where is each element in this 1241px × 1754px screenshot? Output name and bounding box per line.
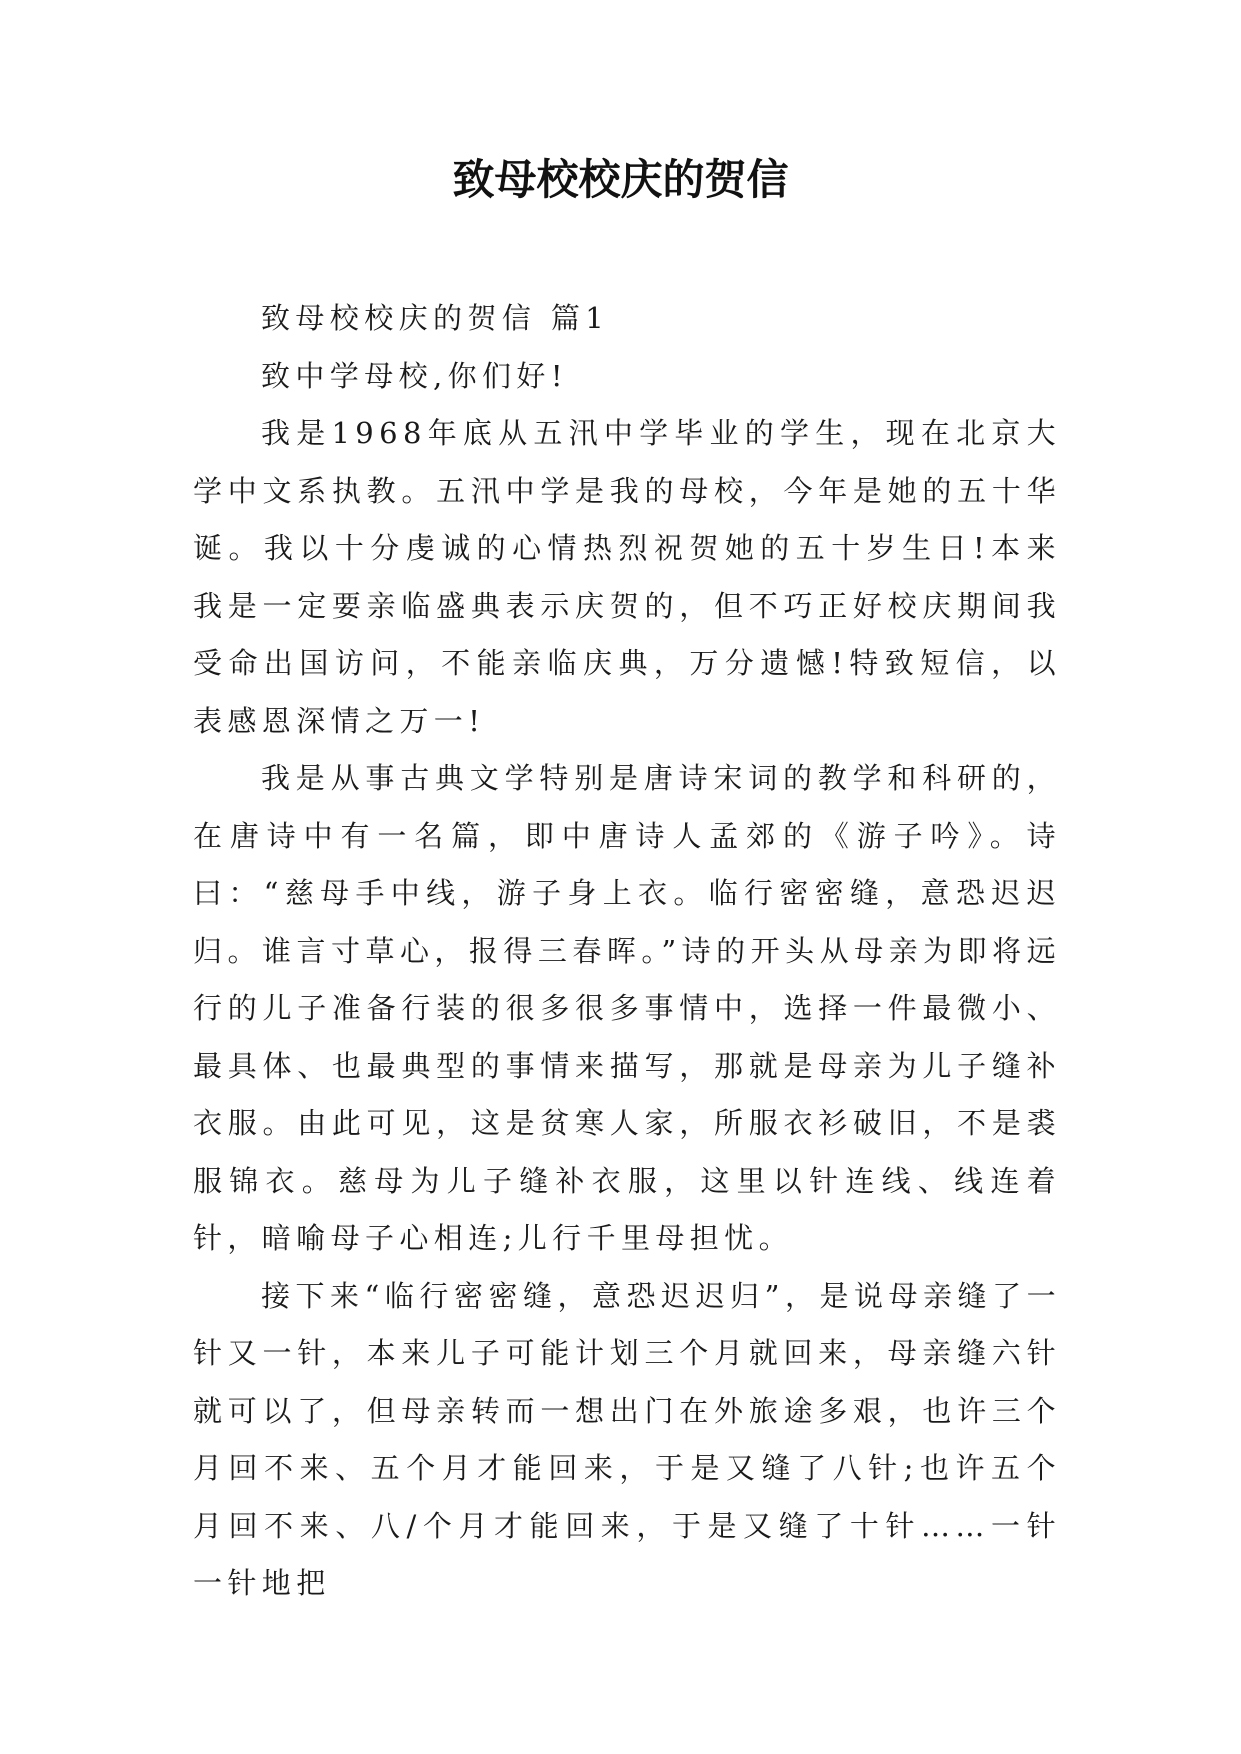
section-heading: 致母校校庆的贺信 篇1 bbox=[261, 301, 610, 335]
paragraph: 我是从事古典文学特别是唐诗宋词的教学和科研的，在唐诗中有一名篇，即中唐诗人孟郊的《游子吟》。诗曰：“慈母手中线，游子身上衣。临行密密缝，意恐迟迟归。谁言寸草心，报得三春晖。”诗的开头从母亲为即将远行的儿子准备行装的很多很多事情中，选择一件最微小、最具体、也最典型的事情来描写，那就是母亲为儿子缝补衣服。由此可见，这是贫寒人家，所服衣衫破旧，不是裘服锦衣。慈母为儿子缝补衣服，这里以针连线、线连着针，暗喻母子心相连;儿行千里母担忧。 bbox=[193, 761, 1061, 1255]
document-body bbox=[193, 290, 1061, 1613]
paragraph: 我是1968年底从五汛中学毕业的学生，现在北京大学中文系执教。五汛中学是我的母校，今年是她的五十华诞。我以十分虔诚的心情热烈祝贺她的五十岁生日!本来我是一定要亲临盛典表示庆贺的，但不巧正好校庆期间我受命出国访问，不能亲临庆典，万分遗憾!特致短信，以表感恩深情之万一! bbox=[193, 416, 1061, 738]
salutation: 致中学母校,你们好! bbox=[261, 358, 568, 393]
paragraph: 接下来“临行密密缝，意恐迟迟归”，是说母亲缝了一针又一针，本来儿子可能计划三个月就回来，母亲缝六针就可以了，但母亲转而一想出门在外旅途多艰，也许三个月回不来、五个月才能回来，于是又缝了八针;也许五个月回不来、八/个月才能回来，于是又缝了十针……一针一针地把 bbox=[193, 1278, 1061, 1600]
document-title: 致母校校庆的贺信 bbox=[452, 155, 789, 204]
